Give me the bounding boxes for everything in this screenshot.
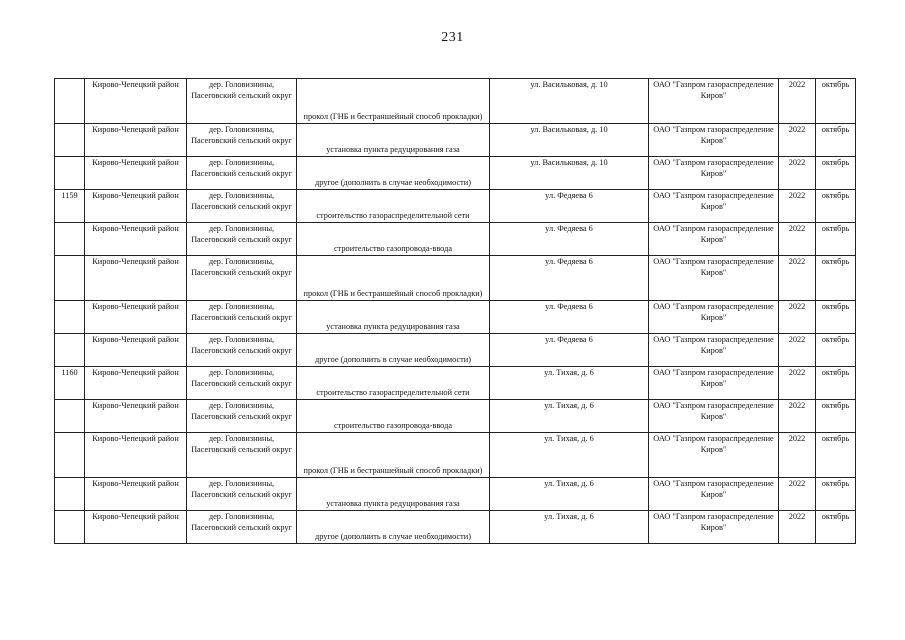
village-line-1: дер. Головизнины,	[208, 257, 275, 266]
district-name: Кирово-Чепецкий район	[92, 191, 179, 200]
month: октябрь	[821, 80, 850, 89]
work-type-cell	[297, 478, 490, 511]
row-number-cell	[55, 367, 85, 400]
organization-line-1: ОАО "Газпром газораспределение	[653, 512, 774, 521]
district-name: Кирово-Чепецкий район	[92, 125, 179, 134]
organization-line-1: ОАО "Газпром газораспределение	[653, 158, 774, 167]
address-cell	[490, 79, 649, 124]
table-row	[55, 157, 856, 190]
address-cell	[490, 157, 649, 190]
organization-cell	[649, 256, 779, 301]
district-name: Кирово-Чепецкий район	[92, 224, 179, 233]
village-cell	[187, 433, 297, 478]
row-number-cell	[55, 511, 85, 544]
address: ул. Федяева 6	[545, 257, 593, 266]
address-cell	[490, 223, 649, 256]
month-cell	[816, 301, 856, 334]
work-type-cell	[297, 190, 490, 223]
address: ул. Тихая, д. 6	[544, 434, 594, 443]
row-number-cell	[55, 256, 85, 301]
village-line-1: дер. Головизнины,	[208, 158, 275, 167]
month-cell	[816, 367, 856, 400]
work-type: строительство газопровода-ввода	[334, 244, 452, 253]
district-name: Кирово-Чепецкий район	[92, 401, 179, 410]
organization-line-1: ОАО "Газпром газораспределение	[653, 302, 774, 311]
organization-line-2: Киров"	[700, 268, 727, 277]
village-cell	[187, 157, 297, 190]
address: ул. Васильковая, д. 10	[530, 80, 608, 89]
village-line-2: Пасеговский сельский округ	[191, 91, 292, 100]
works-table	[54, 78, 856, 544]
address-cell	[490, 334, 649, 367]
year-cell	[779, 79, 816, 124]
month: октябрь	[821, 512, 850, 521]
address-cell	[490, 478, 649, 511]
village-line-1: дер. Головизнины,	[208, 434, 275, 443]
row-number-cell	[55, 124, 85, 157]
organization-line-2: Киров"	[700, 490, 727, 499]
year-cell	[779, 334, 816, 367]
row-number: 1160	[61, 368, 78, 377]
village-line-1: дер. Головизнины,	[208, 224, 275, 233]
village-cell	[187, 511, 297, 544]
address-cell	[490, 190, 649, 223]
organization-line-1: ОАО "Газпром газораспределение	[653, 434, 774, 443]
address: ул. Тихая, д. 6	[544, 368, 594, 377]
row-number-cell	[55, 301, 85, 334]
month: октябрь	[821, 401, 850, 410]
village-line-2: Пасеговский сельский округ	[191, 445, 292, 454]
village-line-1: дер. Головизнины,	[208, 512, 275, 521]
work-type: установка пункта редуцирования газа	[326, 322, 460, 331]
village-line-2: Пасеговский сельский округ	[191, 313, 292, 322]
organization-line-2: Киров"	[700, 379, 727, 388]
table-row	[55, 334, 856, 367]
month-cell	[816, 157, 856, 190]
work-type-cell	[297, 223, 490, 256]
village-cell	[187, 367, 297, 400]
organization-cell	[649, 190, 779, 223]
row-number-cell	[55, 433, 85, 478]
row-number-cell	[55, 400, 85, 433]
month-cell	[816, 256, 856, 301]
district-cell	[85, 124, 187, 157]
village-line-2: Пасеговский сельский округ	[191, 490, 292, 499]
district-cell	[85, 334, 187, 367]
organization-line-1: ОАО "Газпром газораспределение	[653, 80, 774, 89]
year: 2022	[788, 158, 806, 167]
district-cell	[85, 79, 187, 124]
year: 2022	[788, 191, 806, 200]
work-type: другое (дополнить в случае необходимости)	[315, 178, 471, 187]
row-number-cell	[55, 190, 85, 223]
district-name: Кирово-Чепецкий район	[92, 80, 179, 89]
month-cell	[816, 190, 856, 223]
organization-cell	[649, 157, 779, 190]
year: 2022	[788, 302, 806, 311]
work-type: другое (дополнить в случае необходимости)	[315, 532, 471, 541]
year-cell	[779, 367, 816, 400]
work-type-cell	[297, 157, 490, 190]
organization-line-1: ОАО "Газпром газораспределение	[653, 479, 774, 488]
row-number-cell	[55, 157, 85, 190]
organization-line-1: ОАО "Газпром газораспределение	[653, 191, 774, 200]
table-row	[55, 367, 856, 400]
organization-line-1: ОАО "Газпром газораспределение	[653, 335, 774, 344]
month: октябрь	[821, 479, 850, 488]
address-cell	[490, 367, 649, 400]
year-cell	[779, 478, 816, 511]
organization-cell	[649, 367, 779, 400]
district-cell	[85, 190, 187, 223]
year-cell	[779, 223, 816, 256]
organization-cell	[649, 334, 779, 367]
organization-cell	[649, 400, 779, 433]
organization-cell	[649, 124, 779, 157]
year: 2022	[788, 479, 806, 488]
organization-cell	[649, 433, 779, 478]
table-row	[55, 301, 856, 334]
work-type-cell	[297, 400, 490, 433]
organization-line-2: Киров"	[700, 202, 727, 211]
address-cell	[490, 124, 649, 157]
row-number-cell	[55, 79, 85, 124]
year-cell	[779, 301, 816, 334]
row-number: 1159	[61, 191, 78, 200]
village-line-1: дер. Головизнины,	[208, 302, 275, 311]
work-type: другое (дополнить в случае необходимости)	[315, 355, 471, 364]
district-name: Кирово-Чепецкий район	[92, 158, 179, 167]
work-type-cell	[297, 511, 490, 544]
organization-cell	[649, 223, 779, 256]
month-cell	[816, 124, 856, 157]
year: 2022	[788, 434, 806, 443]
address-cell	[490, 400, 649, 433]
month-cell	[816, 511, 856, 544]
village-cell	[187, 400, 297, 433]
work-type: строительство газораспределительной сети	[316, 388, 470, 397]
year-cell	[779, 190, 816, 223]
work-type: строительство газораспределительной сети	[316, 211, 470, 220]
village-cell	[187, 223, 297, 256]
month: октябрь	[821, 125, 850, 134]
organization-line-2: Киров"	[700, 313, 727, 322]
work-type-cell	[297, 79, 490, 124]
year-cell	[779, 157, 816, 190]
organization-line-2: Киров"	[700, 412, 727, 421]
village-line-2: Пасеговский сельский округ	[191, 136, 292, 145]
district-cell	[85, 223, 187, 256]
village-line-1: дер. Головизнины,	[208, 368, 275, 377]
village-cell	[187, 256, 297, 301]
table-row	[55, 223, 856, 256]
village-cell	[187, 301, 297, 334]
district-cell	[85, 367, 187, 400]
address: ул. Тихая, д. 6	[544, 401, 594, 410]
address: ул. Васильковая, д. 10	[530, 125, 608, 134]
table-row	[55, 511, 856, 544]
district-name: Кирово-Чепецкий район	[92, 257, 179, 266]
work-type: установка пункта редуцирования газа	[326, 145, 460, 154]
organization-line-2: Киров"	[700, 346, 727, 355]
month: октябрь	[821, 302, 850, 311]
address-cell	[490, 433, 649, 478]
page-number: 231	[441, 30, 464, 45]
organization-cell	[649, 301, 779, 334]
address: ул. Федяева 6	[545, 191, 593, 200]
table-row	[55, 433, 856, 478]
month-cell	[816, 400, 856, 433]
table-row	[55, 400, 856, 433]
address-cell	[490, 511, 649, 544]
organization-line-2: Киров"	[700, 169, 727, 178]
table-row	[55, 79, 856, 124]
district-cell	[85, 400, 187, 433]
village-line-2: Пасеговский сельский округ	[191, 235, 292, 244]
organization-line-1: ОАО "Газпром газораспределение	[653, 257, 774, 266]
district-name: Кирово-Чепецкий район	[92, 434, 179, 443]
table-row	[55, 256, 856, 301]
year: 2022	[788, 257, 806, 266]
work-type: установка пункта редуцирования газа	[326, 499, 460, 508]
table-row	[55, 478, 856, 511]
village-line-1: дер. Головизнины,	[208, 479, 275, 488]
village-line-1: дер. Головизнины,	[208, 401, 275, 410]
district-cell	[85, 256, 187, 301]
village-line-2: Пасеговский сельский округ	[191, 169, 292, 178]
village-cell	[187, 124, 297, 157]
village-line-1: дер. Головизнины,	[208, 125, 275, 134]
district-name: Кирово-Чепецкий район	[92, 512, 179, 521]
address: ул. Тихая, д. 6	[544, 512, 594, 521]
month: октябрь	[821, 368, 850, 377]
organization-line-1: ОАО "Газпром газораспределение	[653, 401, 774, 410]
organization-line-2: Киров"	[700, 445, 727, 454]
village-cell	[187, 478, 297, 511]
village-line-2: Пасеговский сельский округ	[191, 346, 292, 355]
district-name: Кирово-Чепецкий район	[92, 302, 179, 311]
village-line-2: Пасеговский сельский округ	[191, 523, 292, 532]
village-line-1: дер. Головизнины,	[208, 335, 275, 344]
village-line-1: дер. Головизнины,	[208, 191, 275, 200]
district-cell	[85, 157, 187, 190]
district-name: Кирово-Чепецкий район	[92, 368, 179, 377]
address-cell	[490, 256, 649, 301]
year-cell	[779, 124, 816, 157]
district-cell	[85, 511, 187, 544]
district-cell	[85, 301, 187, 334]
organization-line-2: Киров"	[700, 91, 727, 100]
organization-cell	[649, 511, 779, 544]
address-cell	[490, 301, 649, 334]
month: октябрь	[821, 434, 850, 443]
organization-line-1: ОАО "Газпром газораспределение	[653, 224, 774, 233]
month-cell	[816, 478, 856, 511]
year-cell	[779, 256, 816, 301]
village-line-2: Пасеговский сельский округ	[191, 268, 292, 277]
month: октябрь	[821, 191, 850, 200]
address: ул. Федяева 6	[545, 302, 593, 311]
month-cell	[816, 334, 856, 367]
year: 2022	[788, 80, 806, 89]
work-type-cell	[297, 367, 490, 400]
month-cell	[816, 223, 856, 256]
organization-line-1: ОАО "Газпром газораспределение	[653, 368, 774, 377]
organization-line-2: Киров"	[700, 235, 727, 244]
village-line-2: Пасеговский сельский округ	[191, 412, 292, 421]
organization-line-1: ОАО "Газпром газораспределение	[653, 125, 774, 134]
table-row	[55, 190, 856, 223]
address: ул. Васильковая, д. 10	[530, 158, 608, 167]
work-type: прокол (ГНБ и бестраншейный способ прокладки)	[303, 112, 483, 121]
month-cell	[816, 433, 856, 478]
month: октябрь	[821, 158, 850, 167]
row-number-cell	[55, 223, 85, 256]
year: 2022	[788, 401, 806, 410]
village-cell	[187, 334, 297, 367]
row-number-cell	[55, 478, 85, 511]
village-line-1: дер. Головизнины,	[208, 80, 275, 89]
organization-line-2: Киров"	[700, 136, 727, 145]
district-name: Кирово-Чепецкий район	[92, 335, 179, 344]
village-cell	[187, 190, 297, 223]
district-cell	[85, 433, 187, 478]
organization-cell	[649, 478, 779, 511]
organization-line-2: Киров"	[700, 523, 727, 532]
month: октябрь	[821, 335, 850, 344]
work-type: прокол (ГНБ и бестраншейный способ прокладки)	[303, 466, 483, 475]
table-row	[55, 124, 856, 157]
month: октябрь	[821, 224, 850, 233]
year-cell	[779, 511, 816, 544]
year: 2022	[788, 512, 806, 521]
work-type-cell	[297, 301, 490, 334]
work-type-cell	[297, 433, 490, 478]
district-cell	[85, 478, 187, 511]
village-cell	[187, 79, 297, 124]
year-cell	[779, 400, 816, 433]
year-cell	[779, 433, 816, 478]
year: 2022	[788, 125, 806, 134]
organization-cell	[649, 79, 779, 124]
work-type-cell	[297, 334, 490, 367]
row-number-cell	[55, 334, 85, 367]
address: ул. Федяева 6	[545, 335, 593, 344]
work-type: прокол (ГНБ и бестраншейный способ прокладки)	[303, 289, 483, 298]
month: октябрь	[821, 257, 850, 266]
address: ул. Тихая, д. 6	[544, 479, 594, 488]
district-name: Кирово-Чепецкий район	[92, 479, 179, 488]
address: ул. Федяева 6	[545, 224, 593, 233]
work-type: строительство газопровода-ввода	[334, 421, 452, 430]
month-cell	[816, 79, 856, 124]
year: 2022	[788, 335, 806, 344]
year: 2022	[788, 224, 806, 233]
work-type-cell	[297, 124, 490, 157]
village-line-2: Пасеговский сельский округ	[191, 202, 292, 211]
village-line-2: Пасеговский сельский округ	[191, 379, 292, 388]
work-type-cell	[297, 256, 490, 301]
year: 2022	[788, 368, 806, 377]
